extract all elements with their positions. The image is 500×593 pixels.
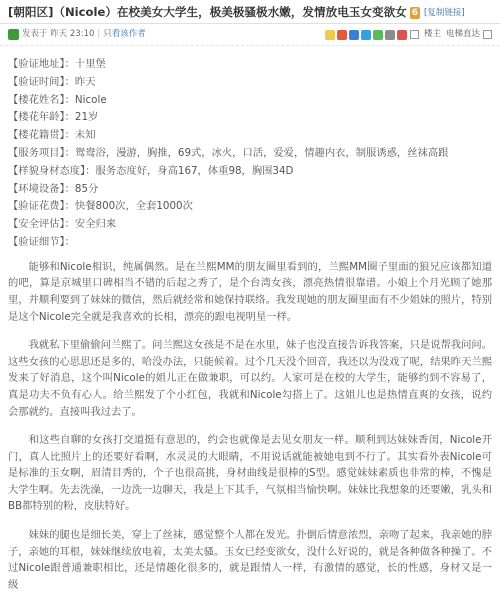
- renren-icon[interactable]: [349, 30, 359, 40]
- info-origin: 【楼花籍贯】：未知: [8, 129, 96, 142]
- info-services: 【服务项目】：鸳鸯浴，漫游，胸推，69式，冰火，口活，爱爱，情趣内衣，制服诱惑，丝袜高跟: [8, 146, 449, 159]
- info-cost: 【验证花费】：快餐800次，全套1000次: [8, 200, 193, 213]
- body-paragraph: 和这些自聊的女孩打交道挺有意思的，约会也就像是去见女朋友一样。顺利到达妹妹香闺，Nicole开门，真人比照片上的还要好看啊，水灵灵的大眼睛，不用说话就能被她电到不行了。其实看外表Nicole可是标准的玉女啊，眉清目秀的，个子也很高挑，身材曲线是很棒的S型。感觉妹妹素质也非常的棒，不愧是大学生啊。先去洗澡，一边洗一边聊天，我是上下其手，气氛相当愉快啊。妹妹比我想象的还要嫩，乳头和BB都特别的粉，皮肤特好。: [8, 434, 492, 513]
- elevator-link[interactable]: 电梯直达: [445, 29, 480, 40]
- user-green-icon: [8, 29, 19, 40]
- reply-count-badge: 6: [411, 8, 419, 18]
- copy-link[interactable]: [复制链接]: [424, 7, 465, 18]
- mail-icon[interactable]: [373, 30, 383, 40]
- separator: |: [97, 29, 101, 40]
- qq-icon[interactable]: [361, 30, 371, 40]
- info-address: 【验证地址】：十里堡: [8, 58, 106, 70]
- favorite-icon[interactable]: [397, 30, 407, 40]
- floor-label: 楼主: [423, 29, 441, 40]
- thread-title: [朝阳区]（Nicole）在校美女大学生，极美极骚极水嫩，发情放电玉女变欲女: [8, 5, 407, 20]
- author-only-link[interactable]: 只看该作者: [103, 29, 146, 40]
- info-appearance: 【样貌身材态度】：服务态度好，身高167，体重98，胸围34D: [8, 164, 294, 177]
- post-content: [0, 46, 500, 593]
- floor-number-input[interactable]: [483, 30, 492, 39]
- info-age: 【楼花年龄】：21岁: [8, 111, 99, 124]
- post-time: 发表于 昨天 23:10: [22, 29, 95, 40]
- info-details: 【验证细节】：: [8, 235, 75, 248]
- share-icons: [325, 30, 407, 40]
- thread-title-bar: [0, 0, 500, 24]
- floor-jump-checkbox[interactable]: [410, 30, 419, 39]
- body-paragraph: 能够和Nicole相识，纯属偶然。是在兰熙MM的朋友圈里看到的，兰熙MM圈子里面的狼兄应该都知道的吧，算是京城里口碑相当不错的后起之秀了，是个台湾女孩，漂亮热情很靠谱。小娘上个月光顾了她那里，并顺利要到了妹妹的微信，然后就经常和她保持联络。我发现她的朋友圈里面有不少姐妹的照片，特别是这个Nicole完全就是我喜欢的长相，漂亮的跟电视明星一样。: [8, 260, 492, 323]
- info-time: 【验证时间】：昨天: [8, 75, 96, 88]
- info-environment: 【环境设备】：85分: [8, 182, 99, 195]
- info-safety: 【安全评估】：安全归来: [8, 218, 117, 231]
- body-paragraph: 我就私下里偷偷问兰熙了。问兰熙这女孩是不是在水里，妹子也没直接告诉我答案，只是说帮我问问。这些女孩的心思思还是多的，哈没办法，只能候着。过个几天没个回音，我还以为没戏了呢，结果昨天兰熙发来了好消息，这个叫Nicole的姐儿正在做兼职，可以约。人家可是在校的大学生，能够约到不容易了，真是功夫不负有心人。给兰熙发了个小红包，我就和Nicole勾搭上了。这姐儿也是热情直爽的女孩，说约会那就约。直接叫我过去了。: [8, 339, 492, 418]
- more-icon[interactable]: [385, 30, 395, 40]
- post-meta-bar: [0, 24, 500, 46]
- qzone-icon[interactable]: [325, 30, 335, 40]
- weibo-icon[interactable]: [337, 30, 347, 40]
- body-paragraph: 妹妹的腿也是细长美，穿上了丝袜，感觉整个人都在发光。扑倒后情意浓烈，亲吻了起来，我亲她的脖子，亲她的耳根，妹妹继续放电着，太美太骚。玉女已经变欲女，没什么好说的，就是各种做各种操了。不过Nicole跟普通兼职相比，还是情趣化很多的，就是跟情人一样，有激情的感觉，长的性感，身材又是一级: [8, 529, 492, 591]
- info-name: 【楼花姓名】：Nicole: [8, 93, 107, 106]
